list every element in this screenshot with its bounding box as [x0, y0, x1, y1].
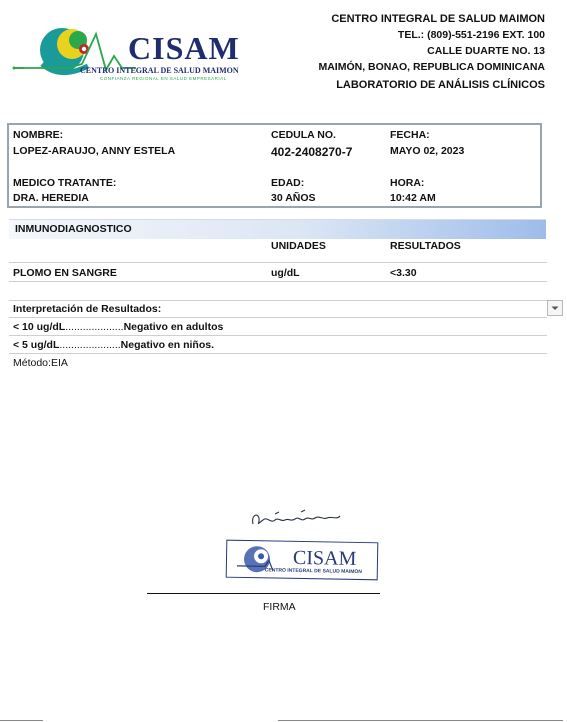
- name-label: NOMBRE:: [13, 129, 64, 141]
- units-column-header: UNIDADES: [271, 240, 326, 252]
- id-label: CEDULA NO.: [271, 129, 336, 141]
- interpretation-line-adults: [13, 321, 223, 333]
- results-column-header: RESULTADOS: [390, 240, 461, 252]
- section-header-bar: [9, 219, 546, 239]
- lab-department: LABORATORIO DE ANÁLISIS CLÍNICOS: [336, 79, 545, 91]
- method-text: Método:EIA: [13, 357, 68, 369]
- id-value: 402-2408270-7: [271, 145, 353, 159]
- clinic-name: CENTRO INTEGRAL DE SALUD MAIMON: [331, 13, 545, 25]
- children-range: < 5 ug/dL: [13, 339, 60, 351]
- interpretation-title-rule: [9, 317, 547, 318]
- cisam-logo: [10, 12, 250, 87]
- age-label: EDAD:: [271, 177, 305, 189]
- cisam-stamp: [226, 540, 379, 581]
- logo-line1: CENTRO INTEGRAL DE SALUD MAIMON: [80, 66, 239, 75]
- stamp-brand: CISAM: [292, 546, 357, 570]
- test-units: ug/dL: [271, 267, 300, 279]
- chevron-down-icon: [548, 301, 562, 315]
- page-bottom-rule-left: [0, 720, 43, 721]
- interpretation-line-children: [13, 339, 214, 351]
- doctor-label: MEDICO TRATANTE:: [13, 177, 117, 189]
- page-bottom-rule-right: [278, 720, 563, 721]
- children-dots: .....................: [59, 339, 121, 351]
- clinic-street: CALLE DUARTE NO. 13: [427, 45, 545, 57]
- header-divider: [9, 262, 547, 263]
- test-result: <3.30: [390, 267, 417, 279]
- clinic-city: MAIMÓN, BONAO, REPUBLICA DOMINICANA: [318, 61, 545, 73]
- doctor-value: DRA. HEREDIA: [13, 192, 89, 204]
- adult-text: Negativo en adultos: [123, 321, 224, 333]
- date-label: FECHA:: [390, 129, 430, 141]
- time-value: 10:42 AM: [390, 192, 436, 204]
- section-title: INMUNODIAGNOSTICO: [15, 223, 132, 235]
- clinic-phone: TEL.: (809)-551-2196 EXT. 100: [397, 29, 545, 41]
- adult-dots: ....................: [65, 321, 124, 333]
- interpretation-title: Interpretación de Resultados:: [13, 303, 162, 315]
- logo-brand-text: CISAM: [128, 30, 240, 66]
- test-row-divider: [9, 281, 547, 282]
- time-label: HORA:: [390, 177, 425, 189]
- interpretation-dropdown[interactable]: [547, 300, 563, 316]
- interpretation-line2-rule: [9, 353, 547, 354]
- test-name: PLOMO EN SANGRE: [13, 267, 117, 279]
- interpretation-line1-rule: [9, 335, 547, 336]
- signature-caption: FIRMA: [263, 601, 296, 613]
- stamp-subtext: CENTRO INTEGRAL DE SALUD MAIMON: [264, 567, 362, 576]
- name-value: LOPEZ-ARAUJO, ANNY ESTELA: [13, 145, 176, 157]
- patient-info-box: [7, 123, 542, 208]
- age-value: 30 AÑOS: [271, 192, 316, 204]
- adult-range: < 10 ug/dL: [13, 321, 66, 333]
- signature-line: [147, 593, 380, 594]
- logo-line2: CONFIANZA REGIONAL EN SALUD EMPRESARIAL: [100, 76, 227, 81]
- children-text: Negativo en niños.: [120, 339, 215, 351]
- interpretation-top-rule: [9, 300, 547, 301]
- signature-graphic: [245, 506, 345, 532]
- date-value: MAYO 02, 2023: [390, 145, 465, 157]
- handwritten-signature: [245, 506, 345, 532]
